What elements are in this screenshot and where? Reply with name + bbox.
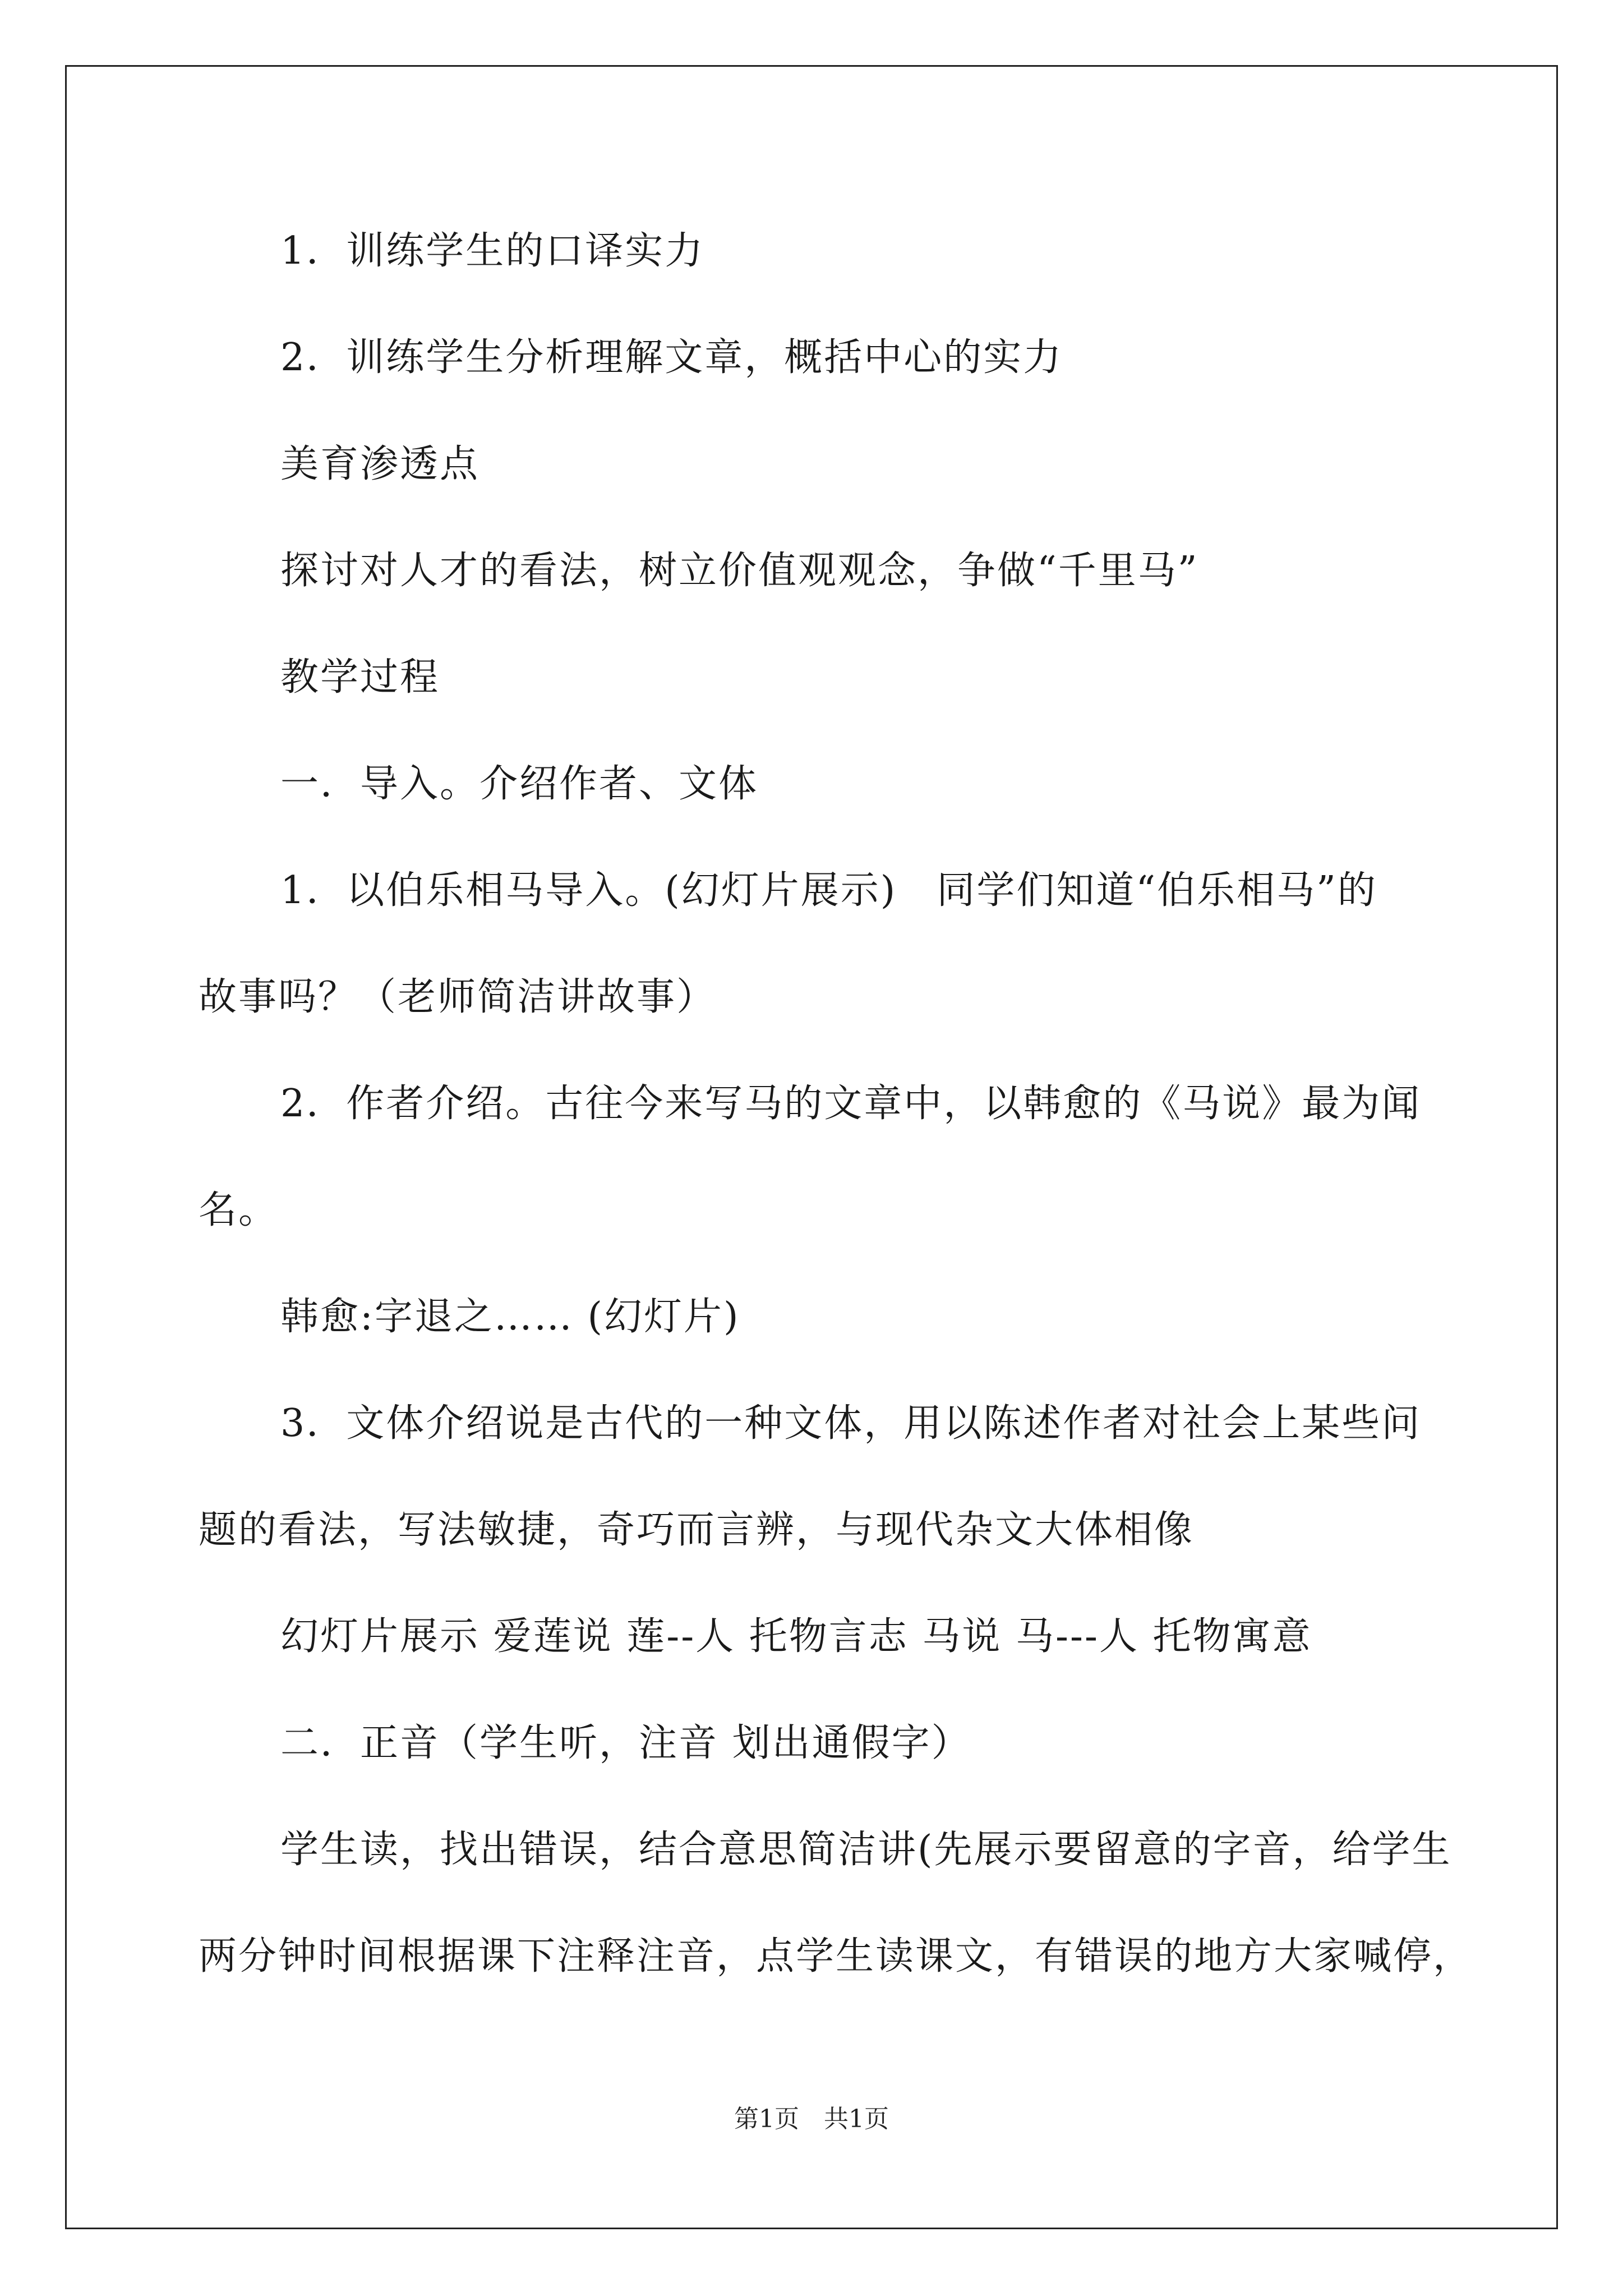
text-line: 1．训练学生的口译实力 [280, 229, 705, 273]
text-line: 3．文体介绍说是古代的一种文体，用以陈述作者对社会上某些问 [280, 1401, 1422, 1446]
text-line: 名。 [199, 1188, 279, 1232]
text-line: 二．正音（学生听，注音 划出通假字） [280, 1721, 971, 1765]
text-line: 题的看法，写法敏捷，奇巧而言辨，与现代杂文大体相像 [199, 1508, 1195, 1552]
text-line: 教学过程 [280, 655, 440, 700]
text-line: 幻灯片展示 爱莲说 莲--人 托物言志 马说 马---人 托物寓意 [280, 1614, 1312, 1659]
text-line: 学生读，找出错误，结合意思简洁讲(先展示要留意的字音，给学生 [280, 1828, 1452, 1872]
text-line: 探讨对人才的看法，树立价值观观念，争做“千里马” [280, 549, 1199, 593]
page-number: 第1页 共1页 [734, 2105, 889, 2133]
text-line: 美育渗透点 [280, 442, 480, 486]
page-border [65, 65, 1558, 2229]
text-line: 2．作者介绍。古往今来写马的文章中，以韩愈的《马说》最为闻 [280, 1082, 1422, 1126]
text-line: 故事吗？（老师简洁讲故事） [199, 975, 717, 1019]
text-line: 2．训练学生分析理解文章，概括中心的实力 [280, 335, 1063, 380]
text-line: 1．以伯乐相马导入。(幻灯片展示) 同学们知道“伯乐相马”的 [280, 868, 1377, 913]
text-line: 一．导入。介绍作者、文体 [280, 762, 759, 806]
text-line: 两分钟时间根据课下注释注音，点学生读课文，有错误的地方大家喊停， [199, 1934, 1473, 1978]
text-line: 韩愈:字退之…… (幻灯片) [280, 1295, 740, 1339]
